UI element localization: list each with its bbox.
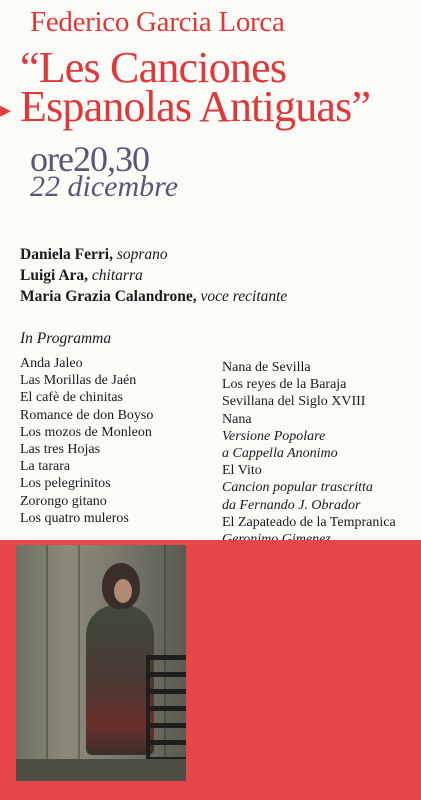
program-item: Zorongo gitano [20, 493, 107, 509]
program-item: El Vito [222, 463, 262, 479]
programma-heading: In Programma [20, 330, 112, 347]
performer-role: voce recitante [200, 288, 288, 305]
performers-list [20, 244, 287, 307]
program-item: Los reyes de la Baraja [222, 377, 347, 393]
program-item-credit: da Fernando J. Obrador [222, 497, 361, 513]
program-item: Los mozos de Monleon [20, 424, 152, 440]
performer-photo [16, 545, 186, 781]
program-item: Las Morillas de Jaén [20, 373, 137, 389]
program-item-credit: a Cappella Anonimo [222, 446, 338, 462]
program-item: Los quatro muleros [20, 510, 129, 526]
edge-mark: ▸ [0, 97, 12, 122]
program-item: El Zapateado de la Tempranica [222, 514, 396, 530]
program-item: La tarara [20, 459, 71, 475]
program-item: Anda Jaleo [20, 356, 83, 371]
performer-guitar [20, 265, 287, 286]
program-item-credit: Cancion popular trascritta [222, 480, 373, 496]
performer-name: Maria Grazia Calandrone, [20, 288, 197, 305]
performer-role: soprano [116, 246, 168, 263]
programma-left-column [20, 355, 153, 527]
program-item: Nana [222, 411, 252, 427]
program-item: Nana de Sevilla [222, 360, 311, 375]
performer-narrator [20, 286, 287, 307]
performer-role: chitarra [91, 267, 143, 284]
wall-plank [78, 545, 80, 781]
program-item: Los pelegrinitos [20, 476, 111, 492]
wall-plank [46, 545, 48, 781]
program-item: Romance de don Boyso [20, 407, 154, 423]
author-name: Federico Garcia Lorca [30, 6, 285, 38]
programma-right-column [222, 359, 396, 548]
program-item: Sevillana del Siglo XVIII [222, 394, 366, 410]
title-line-1: “Les Canciones [20, 43, 287, 92]
performer-soprano [20, 244, 287, 265]
performer-name: Luigi Ara, [20, 267, 89, 284]
floor [16, 759, 186, 781]
figure-body [86, 605, 154, 755]
program-item-credit: Versione Popolare [222, 428, 326, 444]
event-date: 22 dicembre [30, 170, 179, 203]
event-time: ore20,30 [30, 139, 149, 179]
figure-face [114, 579, 132, 603]
program-item: El cafè de chinitas [20, 390, 124, 406]
concert-title [20, 43, 371, 131]
program-item: Las tres Hojas [20, 442, 101, 458]
title-line-2: Espanolas Antiguas” [20, 82, 371, 131]
performer-name: Daniela Ferri, [20, 246, 113, 263]
